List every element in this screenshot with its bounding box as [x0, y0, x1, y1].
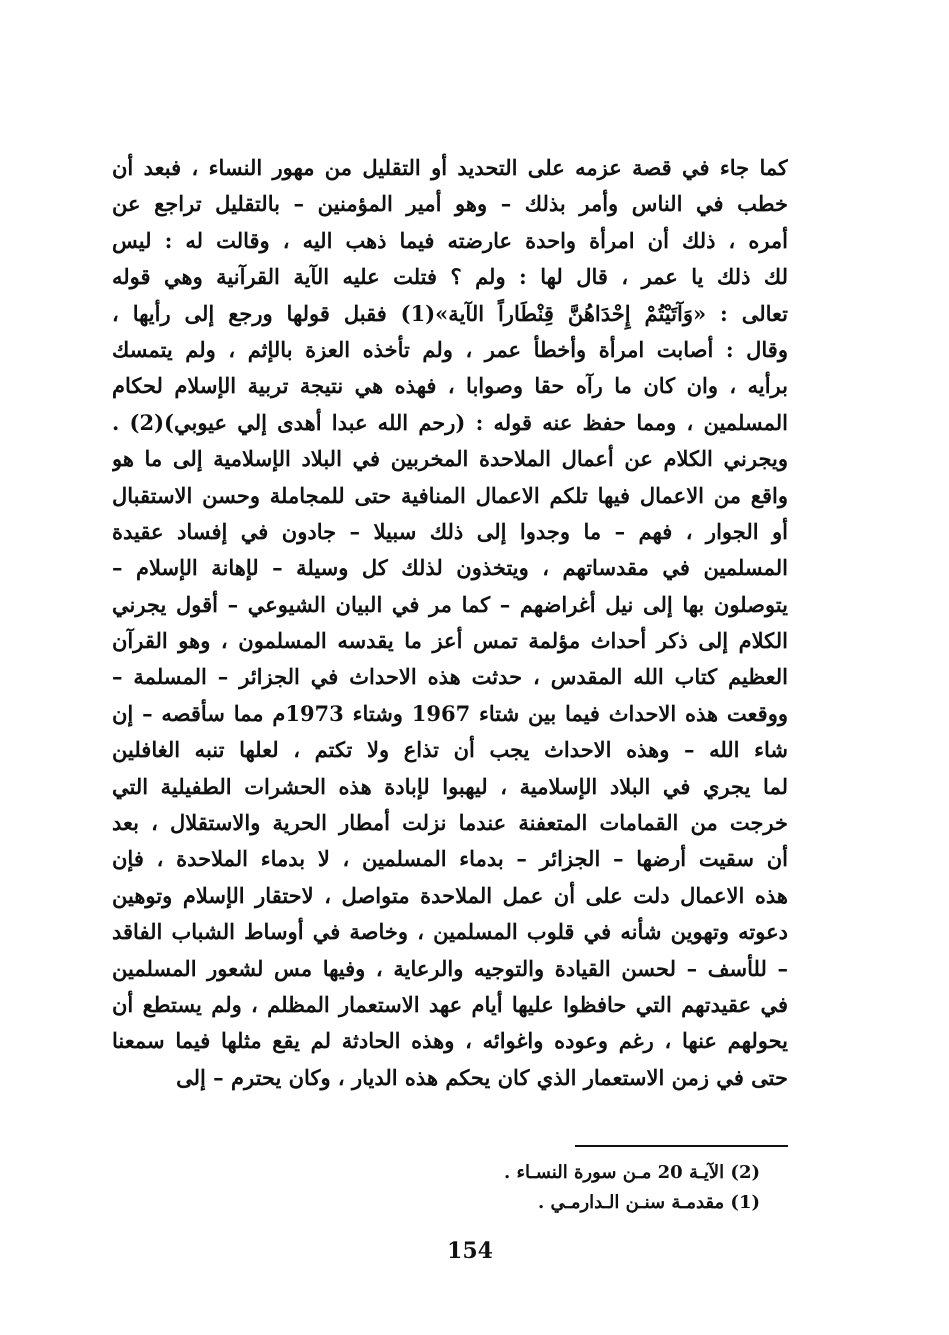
text-line: أو الجوار ، فهم – ما وجدوا إلى ذلك سبيلا – جادون في إفساد عقيدة — [112, 518, 788, 544]
text-line: أمره ، ذلك أن امرأة واحدة عارضته فيما ذهب اليه ، وقالت له : ليس — [112, 227, 788, 253]
text-line: كما جاء في قصة عزمه على التحديد أو التقليل من مهور النساء ، فبعد أن — [112, 155, 788, 180]
text-line: تعالى : «وَآتَيْتُمْ إِحْدَاهُنَّ قِنْطَاراً الآية»(1) فقبل قولها ورجع إلى رأيها ، — [112, 300, 788, 326]
footnote-2: (2) الآيـة 20 مـن سورة النسـاء . — [503, 1162, 760, 1183]
text-line: خطب في الناس وأمر بذلك – وهو أمير المؤمنين – بالتقليل تراجع عن — [112, 191, 788, 217]
text-line: شاء الله – وهذه الاحداث يجب أن تذاع ولا تكتم ، لعلها تنبه الغافلين — [112, 737, 788, 763]
text-line: يحولهم عنها ، رغم وعوده واغوائه ، وهذه الحادثة لم يقع مثلها فيما سمعنا — [112, 1028, 788, 1054]
text-line: وقال : أصابت امرأة وأخطأ عمر ، ولم تأخذه العزة بالإثم ، ولم يتمسك — [112, 336, 788, 362]
text-line: برأيه ، وان كان ما رآه حقا وصوابا ، فهذه هي نتيجة تربية الإسلام لحكام — [112, 373, 788, 399]
text-line: ويجرني الكلام عن أعمال الملاحدة المخربين في البلاد الإسلامية إلى ما هو — [112, 446, 788, 472]
text-line: واقع من الاعمال فيها تلكم الاعمال المنافية حتى للمجاملة وحسن الاستقبال — [112, 482, 788, 508]
page-number: 154 — [447, 1238, 493, 1264]
text-line: المسلمين ، ومما حفظ عنه قوله : (رحم الله عبدا أهدى إلي عيوبي)(2) . — [112, 409, 788, 435]
body-text — [112, 150, 788, 1096]
text-line: خرجت من القمامات المتعفنة عندما نزلت أمطار الحرية والاستقلال ، بعد — [112, 810, 788, 836]
footnote-1: (1) مقدمـة سنـن الـدارمـي . — [538, 1192, 760, 1213]
text-line: المسلمين في مقدساتهم ، ويتخذون لذلك كل وسيلة – لإهانة الإسلام – — [112, 555, 788, 581]
text-line: هذه الاعمال دلت على أن عمل الملاحدة متواصل ، لاحتقار الإسلام وتوهين — [112, 882, 788, 908]
text-line: العظيم كتاب الله المقدس ، حدثت هذه الاحداث في الجزائر – المسلمة – — [112, 664, 788, 690]
text-line: أن سقيت أرضها – الجزائر – بدماء المسلمين ، لا بدماء الملاحدة ، فإن — [112, 846, 788, 872]
text-line: الكلام إلى ذكر أحداث مؤلمة تمس أعز ما يقدسه المسلمون ، وهو القرآن — [112, 628, 788, 654]
text-line: حتى في زمن الاستعمار الذي كان يحكم هذه الديار ، وكان يحترم – إلى — [176, 1064, 788, 1090]
text-line: في عقيدتهم التي حافظوا عليها أيام عهد الاستعمار المظلم ، ولم يستطع أن — [112, 991, 788, 1017]
text-line: دعوته وتهوين شأنه في قلوب المسلمين ، وخاصة في أوساط الشباب الفاقد — [112, 919, 788, 945]
text-line: – للأسف – لحسن القيادة والتوجيه والرعاية ، وفيها مس لشعور المسلمين — [112, 955, 788, 981]
text-line: لك ذلك يا عمر ، قال لها : ولم ؟ فتلت عليه الآية القرآنية وهي قوله — [112, 264, 788, 290]
text-line: ووقعت هذه الاحداث فيما بين شتاء 1967 وشتاء 1973م مما سأقصه – إن — [112, 700, 788, 726]
text-line: لما يجري في البلاد الإسلامية ، ليهبوا لإبادة هذه الحشرات الطفيلية التي — [112, 773, 788, 799]
text-line: يتوصلون بها إلى نيل أغراضهم – كما مر في البيان الشيوعي – أقول يجرني — [112, 591, 788, 617]
footnote-divider — [575, 1145, 788, 1147]
footnotes — [330, 1158, 760, 1218]
